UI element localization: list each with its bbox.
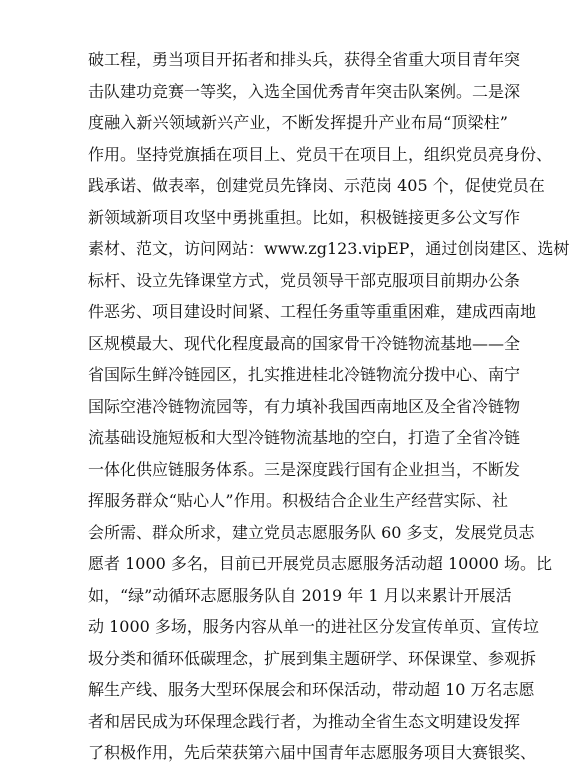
text-line: 件恶劣、项目建设时间紧、工程任务重等重重困难，建成西南地 xyxy=(88,302,537,321)
text-line: 流基础设施短板和大型冷链物流基地的空白，打造了全省冷链 xyxy=(88,428,521,447)
body-text xyxy=(88,44,570,769)
text-line: 如，“绿”动循环志愿服务队自 2019 年 1 月以来累计开展活 xyxy=(88,585,512,605)
text-line: 践承诺、做表率，创建党员先锋岗、示范岗 405 个，促使党员在 xyxy=(88,176,545,195)
text-line: 圾分类和循环低碳理念，扩展到集主题研学、环保课堂、参观拆 xyxy=(88,648,537,668)
text-line: 者和居民成为环保理念践行者，为推动全省生态文明建设发挥 xyxy=(88,711,521,731)
text-line: 区规模最大、现代化程度最高的国家骨干冷链物流基地——全 xyxy=(88,333,521,353)
text-line: 解生产线、服务大型环保展会和环保活动，带动超 10 万名志愿 xyxy=(88,680,535,699)
text-line: 一体化供应链服务体系。三是深度践行国有企业担当，不断发 xyxy=(88,459,521,479)
text-line: 国际空港冷链物流园等，有力填补我国西南地区及全省冷链物 xyxy=(88,396,521,416)
text-line: 击队建功竞赛一等奖，入选全国优秀青年突击队案例。二是深 xyxy=(88,81,521,101)
text-line: 新领域新项目攻坚中勇挑重担。比如，积极链接更多公文写作 xyxy=(88,207,521,227)
text-line: 度融入新兴领域新兴产业，不断发挥提升产业布局“顶梁柱” xyxy=(88,113,508,132)
text-line: 破工程，勇当项目开拓者和排头兵，获得全省重大项目青年突 xyxy=(88,50,521,69)
text-line: 愿者 1000 多名，目前已开展党员志愿服务活动超 10000 场。比 xyxy=(88,554,552,573)
text-line: 标杆、设立先锋课堂方式，党员领导干部克服项目前期办公条 xyxy=(88,270,521,290)
text-line: 了积极作用，先后荣获第六届中国青年志愿服务项目大赛银奖、 xyxy=(88,743,537,762)
text-line: 挥服务群众“贴心人”作用。积极结合企业生产经营实际、社 xyxy=(88,491,508,510)
text-line: 省国际生鲜冷链园区，扎实推进桂北冷链物流分拨中心、南宁 xyxy=(88,365,521,384)
text-line: 动 1000 多场，服务内容从单一的进社区分发宣传单页、宣传垃 xyxy=(88,617,539,636)
text-line: 素材、范文，访问网站：www.zg123.vipEP，通过创岗建区、选树 xyxy=(88,239,570,258)
text-line: 会所需、群众所求，建立党员志愿服务队 60 多支，发展党员志 xyxy=(88,522,535,542)
text-line: 作用。坚持党旗插在项目上、党员干在项目上，组织党员亮身份、 xyxy=(88,144,553,164)
